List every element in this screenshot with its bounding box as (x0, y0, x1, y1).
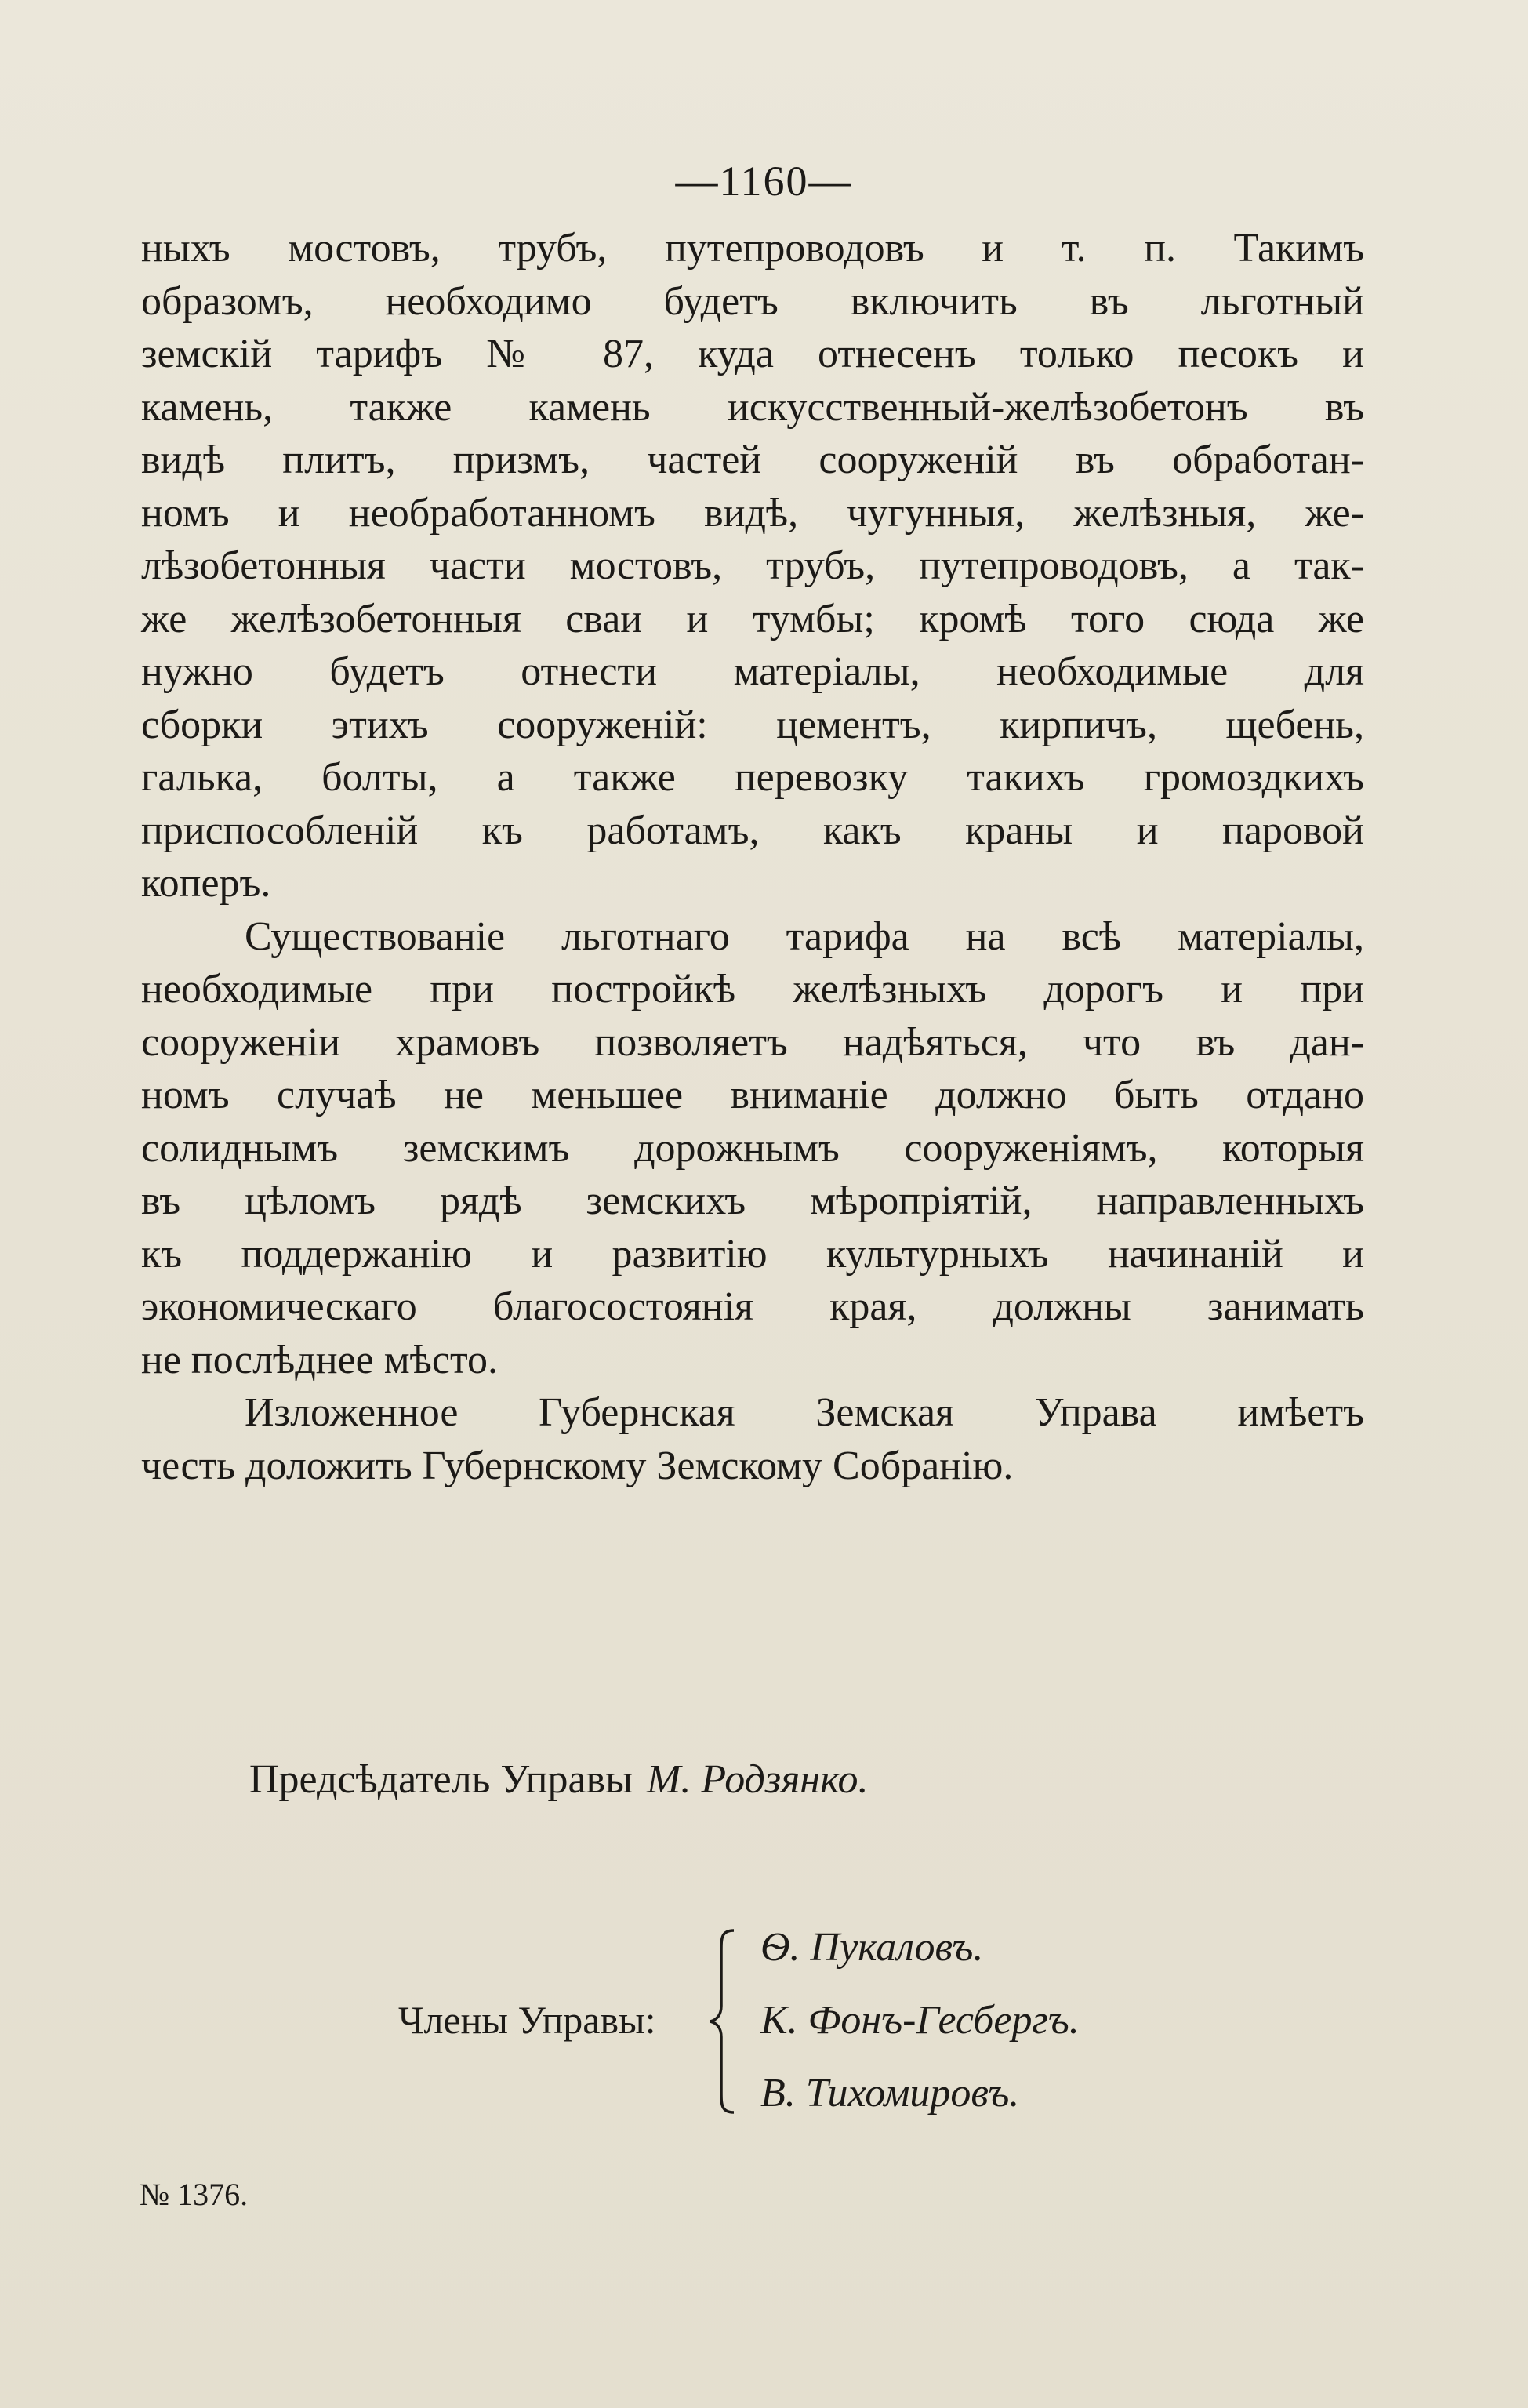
text-line: галька, болты, а также перевозку такихъ громоздкихъ (141, 755, 1364, 800)
text-line: нужно будетъ отнести матеріалы, необходимые для (141, 649, 1364, 694)
page-number: —1160— (675, 158, 853, 205)
text-line: не послѣднее мѣсто. (141, 1337, 498, 1382)
member-name: К. Фонъ-Гесбергъ. (760, 1998, 1080, 2043)
curly-brace-icon (707, 1927, 739, 2116)
text-line: Изложенное Губернская Земская Управа имѣетъ (245, 1390, 1364, 1435)
text-line: сборки этихъ сооруженій: цементъ, кирпичъ, щебень, (141, 702, 1364, 747)
text-line: экономическаго благосостоянія края, должны занимать (141, 1284, 1364, 1329)
text-line: номъ случаѣ не меньшее вниманіе должно быть отдано (141, 1073, 1364, 1117)
chairman-name: М. Родзянко. (647, 1757, 869, 1802)
text-line: приспособленій къ работамъ, какъ краны и паровой (141, 808, 1364, 853)
chairman-title: Предсѣдатель Управы (249, 1757, 633, 1802)
text-line: въ цѣломъ рядѣ земскихъ мѣропріятій, направленныхъ (141, 1179, 1364, 1223)
member-name: Ѳ. Пукаловъ. (760, 1925, 984, 1970)
member-name: В. Тихомировъ. (760, 2071, 1020, 2116)
text-line: земскій тарифъ № 87, куда отнесенъ только песокъ и (141, 332, 1364, 376)
chairman-signature (249, 1756, 868, 1803)
paragraph (141, 222, 1364, 910)
paragraph (141, 910, 1364, 1387)
text-line: ныхъ мостовъ, трубъ, путепроводовъ и т. п. Такимъ (141, 226, 1364, 271)
text-line: солиднымъ земскимъ дорожнымъ сооруженіямъ, которыя (141, 1125, 1364, 1171)
text-line: коперъ. (141, 861, 271, 906)
text-line: лѣзобетонныя части мостовъ, трубъ, путепроводовъ, а так- (141, 543, 1364, 588)
paragraph (141, 1386, 1364, 1492)
document-number: № 1376. (140, 2177, 249, 2212)
text-line: же желѣзобетонныя сваи и тумбы; кромѣ того сюда же (141, 596, 1364, 641)
text-line: къ поддержанію и развитію культурныхъ начинаній и (141, 1231, 1364, 1277)
body-text (141, 222, 1364, 1492)
text-line: Существованіе льготнаго тарифа на всѣ матеріалы, (245, 913, 1364, 959)
text-line: необходимые при постройкѣ желѣзныхъ дорогъ и при (141, 967, 1364, 1012)
text-line: сооруженіи храмовъ позволяетъ надѣяться, что въ дан- (141, 1019, 1364, 1065)
text-line: образомъ, необходимо будетъ включить въ льготный (141, 278, 1364, 324)
members-label: Члены Управы: (398, 1998, 656, 2042)
text-line: честь доложить Губернскому Земскому Собранію. (141, 1443, 1014, 1488)
text-line: номъ и необработанномъ видѣ, чугунныя, желѣзныя, же- (141, 490, 1364, 536)
text-line: камень, также камень искусственный-желѣзобетонъ въ (141, 384, 1364, 430)
text-line: видѣ плитъ, призмъ, частей сооруженій въ обработан- (141, 438, 1364, 482)
